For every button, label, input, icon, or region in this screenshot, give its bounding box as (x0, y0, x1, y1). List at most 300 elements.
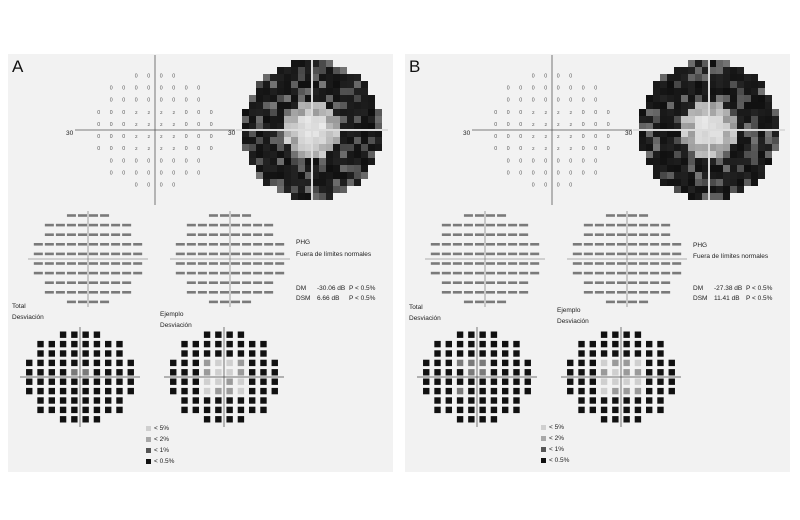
threshold-symbol: 0 (172, 97, 176, 104)
deviation-value (78, 243, 87, 246)
greyscale-cell (298, 88, 305, 95)
deviation-value (122, 272, 131, 275)
greyscale-cell (340, 130, 347, 137)
deviation-value (122, 243, 131, 246)
greyscale-cell (667, 130, 674, 137)
threshold-symbol: 0 (184, 134, 188, 141)
greyscale-cell (688, 102, 695, 109)
total-label-2: Desviación (409, 315, 441, 322)
greyscale-cell (681, 81, 688, 88)
deviation-value (519, 262, 528, 265)
greyscale-cell (361, 165, 368, 172)
greyscale-cell (270, 165, 277, 172)
greyscale-cell (284, 95, 291, 102)
threshold-symbol: 0 (197, 158, 201, 165)
greyscale-cell (298, 165, 305, 172)
greyscale-cell (660, 158, 667, 165)
greyscale-cell (723, 88, 730, 95)
probability-symbol (60, 388, 66, 394)
deviation-value (100, 243, 109, 246)
deviation-value (34, 243, 43, 246)
threshold-symbol: 0 (109, 97, 113, 104)
deviation-value (198, 224, 207, 227)
greyscale-cell (737, 130, 744, 137)
greyscale-cell (646, 95, 653, 102)
deviation-value (67, 214, 76, 217)
greyscale-cell (653, 172, 660, 179)
deviation-value (220, 272, 229, 275)
deviation-value (100, 281, 109, 284)
greyscale-cell (702, 67, 709, 74)
probability-symbol (215, 397, 221, 403)
deviation-value (45, 281, 54, 284)
deviation-value (442, 291, 451, 294)
deviation-value (639, 281, 648, 284)
deviation-value (242, 272, 251, 275)
greyscale-cell (291, 193, 298, 200)
deviation-value (661, 253, 670, 256)
threshold-symbol: 2 (544, 109, 548, 115)
greyscale-cell (256, 81, 263, 88)
greyscale-cell (737, 186, 744, 193)
deviation-value (176, 243, 185, 246)
deviation-value (453, 272, 462, 275)
deviation-value (198, 272, 207, 275)
greyscale-cell (653, 165, 660, 172)
greyscale-cell (646, 158, 653, 165)
deviation-value (584, 233, 593, 236)
deviation-value (231, 224, 240, 227)
deviation-value (111, 243, 120, 246)
deviation-value (617, 224, 626, 227)
probability-symbol (215, 350, 221, 356)
greyscale-cell (277, 165, 284, 172)
greyscale-cell (361, 130, 368, 137)
greyscale-cell (716, 123, 723, 130)
greyscale-cell (744, 109, 751, 116)
greyscale-cell (305, 95, 312, 102)
greyscale-cell (709, 186, 716, 193)
probability-symbol (60, 407, 66, 413)
greyscale-cell (326, 158, 333, 165)
deviation-value (497, 253, 506, 256)
probability-symbol (590, 407, 596, 413)
greyscale-cell (284, 158, 291, 165)
deviation-value (67, 253, 76, 256)
greyscale-cell (368, 116, 375, 123)
probability-symbol (71, 332, 77, 338)
greyscale-cell (354, 172, 361, 179)
threshold-symbol: 0 (581, 146, 585, 153)
threshold-symbol: 0 (506, 121, 510, 128)
greyscale-cell (340, 116, 347, 123)
greyscale-cell (368, 158, 375, 165)
greyscale-cell (277, 102, 284, 109)
legend-label: < 1% (154, 447, 169, 454)
greyscale-cell (681, 165, 688, 172)
threshold-symbol: 0 (147, 85, 151, 92)
deviation-value (650, 281, 659, 284)
deviation-value (475, 214, 484, 217)
psd-value: 11.41 dB (714, 295, 740, 302)
greyscale-cell (305, 179, 312, 186)
greyscale-cell (375, 109, 382, 116)
deviation-value (617, 272, 626, 275)
greyscale-cell (298, 130, 305, 137)
deviation-value (187, 291, 196, 294)
greyscale-cell (681, 74, 688, 81)
threshold-symbol: 0 (209, 121, 213, 128)
deviation-value (34, 262, 43, 265)
deviation-value (78, 224, 87, 227)
deviation-value (67, 224, 76, 227)
probability-symbol (238, 341, 244, 347)
greyscale-cell (333, 123, 340, 130)
greyscale-cell (646, 151, 653, 158)
deviation-value (111, 291, 120, 294)
greyscale-cell (646, 144, 653, 151)
greyscale-cell (653, 102, 660, 109)
deviation-value (486, 262, 495, 265)
greyscale-cell (660, 95, 667, 102)
deviation-value (606, 243, 615, 246)
probability-symbol (578, 397, 584, 403)
greyscale-cell (333, 74, 340, 81)
greyscale-cell (361, 137, 368, 144)
deviation-value (519, 281, 528, 284)
greyscale-cell (723, 95, 730, 102)
probability-symbol (446, 341, 452, 347)
greyscale-cell (702, 137, 709, 144)
greyscale-cell (723, 116, 730, 123)
deviation-value (497, 224, 506, 227)
greyscale-cell (751, 88, 758, 95)
greyscale-cell (333, 95, 340, 102)
greyscale-cell (681, 144, 688, 151)
greyscale-cell (674, 179, 681, 186)
pattern-label: Ejemplo (557, 307, 581, 314)
probability-symbol (567, 379, 573, 385)
deviation-value (453, 233, 462, 236)
greyscale-cell (291, 130, 298, 137)
threshold-symbol: 0 (134, 97, 138, 104)
probability-symbol (94, 369, 100, 375)
probability-symbol (513, 369, 519, 375)
greyscale-cell (284, 74, 291, 81)
deviation-value (606, 262, 615, 265)
probability-symbol (272, 379, 278, 385)
threshold-symbol: 2 (569, 109, 573, 115)
probability-symbol (457, 369, 463, 375)
greyscale-cell (298, 60, 305, 67)
greyscale-cell (340, 137, 347, 144)
greyscale-cell (340, 81, 347, 88)
greyscale-cell (702, 172, 709, 179)
legend-swatch (146, 437, 151, 442)
deviation-value (264, 233, 273, 236)
legend-label: < 5% (549, 424, 564, 431)
deviation-value (464, 253, 473, 256)
greyscale-cell (270, 144, 277, 151)
greyscale-cell (347, 81, 354, 88)
greyscale-cell (326, 109, 333, 116)
probability-symbol (468, 379, 474, 385)
greyscale-cell (737, 67, 744, 74)
deviation-value (475, 224, 484, 227)
deviation-value (253, 253, 262, 256)
greyscale-cell (256, 102, 263, 109)
greyscale-cell (368, 137, 375, 144)
greyscale-cell (744, 137, 751, 144)
probability-symbol (612, 350, 618, 356)
deviation-value (253, 243, 262, 246)
greyscale-cell (326, 172, 333, 179)
threshold-symbol: 0 (606, 146, 610, 153)
deviation-value (650, 272, 659, 275)
greyscale-cell (340, 95, 347, 102)
greyscale-cell (758, 172, 765, 179)
probability-symbol (525, 360, 531, 366)
greyscale-cell (688, 95, 695, 102)
probability-symbol (215, 416, 221, 422)
deviation-value (661, 272, 670, 275)
probability-symbol (513, 388, 519, 394)
probability-symbol (204, 379, 210, 385)
threshold-symbol: 0 (569, 170, 573, 177)
probability-symbol (260, 379, 266, 385)
greyscale-cell (333, 179, 340, 186)
greyscale-cell (291, 116, 298, 123)
greyscale-cell (361, 81, 368, 88)
threshold-symbol: 0 (531, 170, 535, 177)
total-label: Total (409, 304, 423, 311)
greyscale-cell (319, 116, 326, 123)
probability-symbol (491, 369, 497, 375)
deviation-value (508, 272, 517, 275)
threshold-symbol: 0 (556, 182, 560, 189)
greyscale-cell (772, 123, 779, 130)
pattern-label-2: Desviación (160, 322, 192, 329)
deviation-value (209, 253, 218, 256)
greyscale-cell (354, 74, 361, 81)
greyscale-cell (319, 95, 326, 102)
threshold-symbol: 0 (147, 170, 151, 177)
greyscale-cell (319, 172, 326, 179)
greyscale-cell (361, 109, 368, 116)
deviation-value (464, 291, 473, 294)
greyscale-cell (702, 186, 709, 193)
deviation-value (176, 253, 185, 256)
threshold-symbol: 0 (134, 170, 138, 177)
deviation-value (497, 291, 506, 294)
greyscale-cell (291, 81, 298, 88)
deviation-value (508, 281, 517, 284)
deviation-value (508, 224, 517, 227)
probability-symbol (635, 416, 641, 422)
greyscale-cell (758, 123, 765, 130)
deviation-value (231, 262, 240, 265)
greyscale-cell (340, 172, 347, 179)
probability-symbol (249, 407, 255, 413)
greyscale-cell (751, 137, 758, 144)
threshold-symbol: 0 (594, 158, 598, 165)
greyscale-cell (660, 144, 667, 151)
greyscale-cell (277, 116, 284, 123)
greyscale-cell (319, 193, 326, 200)
deviation-value (639, 243, 648, 246)
greyscale-cell (758, 81, 765, 88)
md-label: DM (693, 285, 704, 292)
greyscale-cell (305, 74, 312, 81)
probability-symbol (128, 379, 134, 385)
probability-symbol (578, 360, 584, 366)
deviation-value (464, 272, 473, 275)
probability-symbol (646, 388, 652, 394)
deviation-value (253, 281, 262, 284)
deviation-value (617, 262, 626, 265)
threshold-symbol: 2 (159, 146, 163, 152)
threshold-symbol: 2 (556, 121, 560, 127)
greyscale-cell (284, 165, 291, 172)
probability-symbol (215, 369, 221, 375)
total-deviation-probability (20, 327, 140, 427)
greyscale-map (633, 60, 785, 200)
greyscale-cell (361, 88, 368, 95)
greyscale-cell (681, 88, 688, 95)
greyscale-cell (298, 193, 305, 200)
greyscale-cell (277, 95, 284, 102)
greyscale-cell (709, 67, 716, 74)
greyscale-cell (702, 88, 709, 95)
greyscale-cell (263, 109, 270, 116)
greyscale-cell (347, 130, 354, 137)
greyscale-cell (702, 109, 709, 116)
probability-symbol (249, 341, 255, 347)
greyscale-cell (751, 130, 758, 137)
greyscale-cell (242, 116, 249, 123)
greyscale-cell (695, 172, 702, 179)
threshold-symbol: 0 (197, 85, 201, 92)
probability-symbol (94, 360, 100, 366)
probability-symbol (612, 388, 618, 394)
probability-symbol (502, 379, 508, 385)
greyscale-cell (368, 95, 375, 102)
probability-symbol (578, 369, 584, 375)
threshold-symbol: 0 (519, 97, 523, 104)
deviation-value (56, 253, 65, 256)
greyscale-cell (305, 144, 312, 151)
threshold-symbol: 0 (531, 182, 535, 189)
greyscale-cell (730, 158, 737, 165)
greyscale-cell (688, 158, 695, 165)
greyscale-cell (723, 144, 730, 151)
probability-symbol (105, 388, 111, 394)
probability-symbol (94, 397, 100, 403)
greyscale-cell (326, 95, 333, 102)
deviation-value (617, 291, 626, 294)
threshold-symbol: 0 (519, 85, 523, 92)
probability-symbol (479, 332, 485, 338)
probability-symbol (49, 369, 55, 375)
probability-symbol (623, 332, 629, 338)
greyscale-cell (340, 151, 347, 158)
total-label-2: Desviación (12, 314, 44, 321)
deviation-value (650, 253, 659, 256)
greyscale-cell (326, 67, 333, 74)
deviation-value (606, 224, 615, 227)
probability-symbol (37, 369, 43, 375)
deviation-value (617, 301, 626, 304)
greyscale-cell (319, 74, 326, 81)
probability-symbol (193, 360, 199, 366)
deviation-value (442, 272, 451, 275)
greyscale-cell (277, 186, 284, 193)
probability-symbol (635, 388, 641, 394)
deviation-value (442, 243, 451, 246)
probability-symbol (657, 350, 663, 356)
greyscale-cell (723, 74, 730, 81)
probability-symbol (249, 388, 255, 394)
probability-symbol (612, 369, 618, 375)
threshold-symbol: 0 (122, 134, 126, 141)
threshold-symbol: 2 (147, 109, 151, 115)
probability-symbol (94, 379, 100, 385)
greyscale-cell (737, 109, 744, 116)
greyscale-cell (305, 151, 312, 158)
legend-item (146, 425, 169, 432)
greyscale-cell (305, 116, 312, 123)
legend-item (541, 424, 564, 431)
greyscale-cell (333, 165, 340, 172)
deviation-value (453, 224, 462, 227)
threshold-symbol: 0 (506, 170, 510, 177)
deviation-value (464, 262, 473, 265)
probability-symbol (457, 397, 463, 403)
greyscale-cell (291, 172, 298, 179)
greyscale-cell (765, 151, 772, 158)
greyscale-cell (688, 172, 695, 179)
greyscale-cell (361, 144, 368, 151)
greyscale-cell (737, 172, 744, 179)
probability-symbol (446, 379, 452, 385)
greyscale-cell (702, 74, 709, 81)
threshold-symbol: 0 (172, 73, 176, 80)
probability-symbol (479, 397, 485, 403)
greyscale-cell (256, 130, 263, 137)
deviation-value (231, 214, 240, 217)
greyscale-cell (709, 123, 716, 130)
legend-item (146, 447, 169, 454)
deviation-value (209, 243, 218, 246)
greyscale-cell (765, 137, 772, 144)
deviation-value (231, 272, 240, 275)
probability-symbol (60, 350, 66, 356)
probability-symbol (238, 360, 244, 366)
greyscale-cell (368, 151, 375, 158)
greyscale-cell (242, 130, 249, 137)
threshold-symbol: 2 (172, 109, 176, 115)
greyscale-cell (681, 116, 688, 123)
threshold-symbol: 0 (544, 170, 548, 177)
greyscale-cell (744, 179, 751, 186)
greyscale-cell (772, 109, 779, 116)
probability-symbol (502, 407, 508, 413)
greyscale-cell (270, 130, 277, 137)
greyscale-cell (326, 144, 333, 151)
threshold-symbol: 0 (159, 182, 163, 189)
deviation-value (89, 262, 98, 265)
greyscale-cell (653, 95, 660, 102)
